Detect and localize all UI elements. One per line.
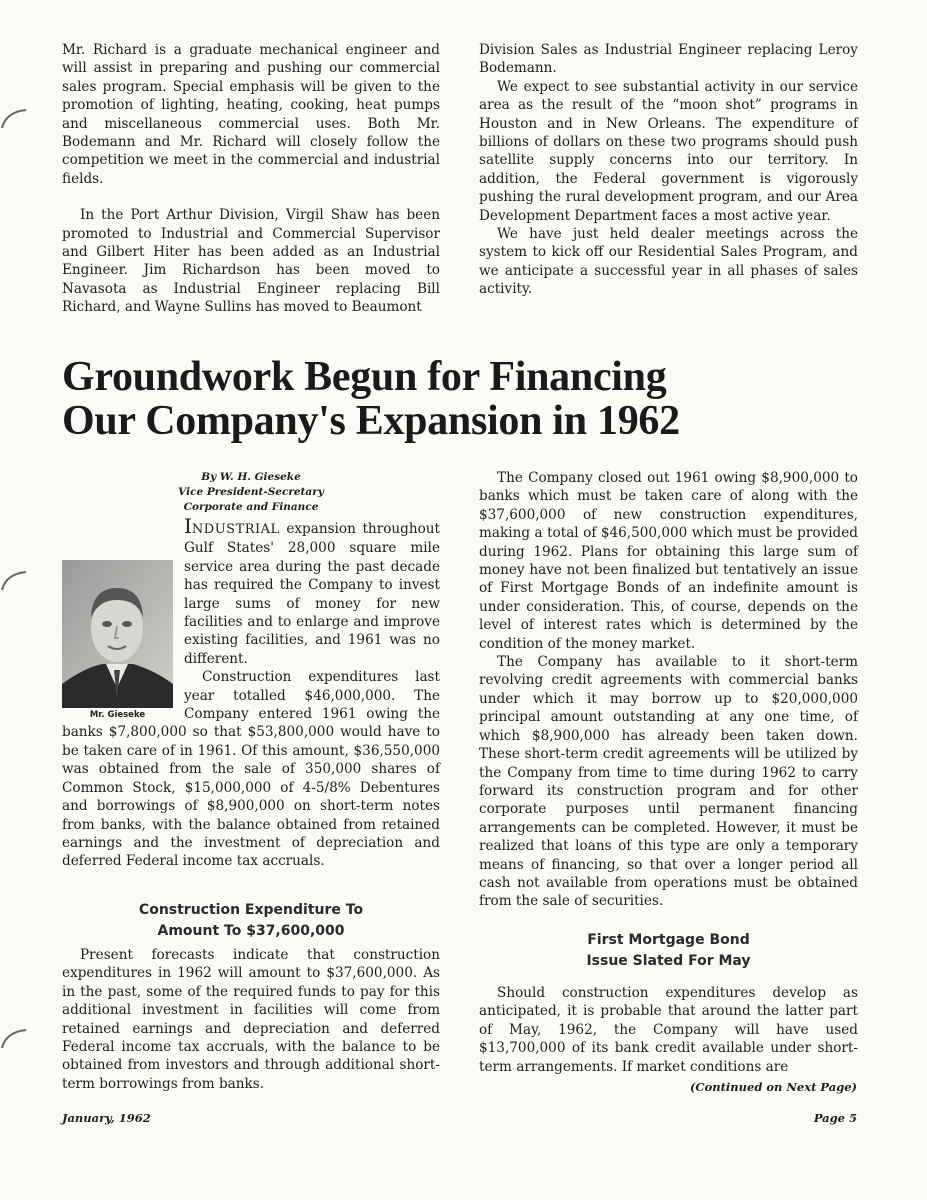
paragraph: Construction expenditures last year totalled $46,000,000. The Company entered 1961 owing the banks $7,800,000 so that $53,800,000 would have to be taken care of in 1961. Of this amount, $36,550,000 was obtained from the sale of 350,000 shares of Common Stock, $15,000,000 of 4-5/8% Debentures and borrowings of $8,900,000 on short-term notes from banks, with the balance obtained from retained earnings and the investment of depreciation and deferred Federal income tax accruals. bbox=[62, 669, 440, 870]
lead-paragraph bbox=[62, 514, 440, 668]
lead-text: expansion throughout Gulf States' 28,000 square mile service area during the past decade has required the Company to invest large sums of money for new facilities and to enlarge and improve existing facilities, and 1961 was no different. bbox=[184, 521, 440, 667]
article-right-column bbox=[479, 469, 858, 911]
byline-title: Vice President-Secretary bbox=[178, 486, 324, 498]
subheading-line-2: Amount To $37,600,000 bbox=[157, 923, 345, 939]
paragraph: The Company closed out 1961 owing $8,900,000 to banks which must be taken care of along with the $37,600,000 of new construction expenditures, making a total of $46,500,000 which must be provided during 1962. Plans for obtaining this large sum of money have not been finalized but tentatively an issue of First Mortgage Bonds of an indefinite amount is under consideration. This, of course, depends on the level of interest rates which is determined by the condition of the money market. bbox=[479, 470, 858, 652]
paragraph: We have just held dealer meetings across the system to kick off our Residential Sales Program, and we anticipate a successful year in all phases of sales activity. bbox=[479, 226, 858, 298]
paragraph: The Company has available to it short-term revolving credit agreements with commercial banks under which it may borrow up to $20,000,000 principal amount outstanding at any one time, of which $8,900,000 has already been taken down. These short-term credit agreements will be utilized by the Company from time to time during 1962 to carry forward its construction program and for other corporate purposes until permanent financing arrangements can be completed. However, it must be realized that loans of this type are only a temporary means of financing, so that over a longer period all cash not available from operations must be obtained from the sale of securities. bbox=[479, 654, 858, 910]
headline-line-1: Groundwork Begun for Financing bbox=[62, 354, 667, 400]
binder-hole-mark-top bbox=[0, 108, 40, 132]
footer-date: January, 1962 bbox=[62, 1111, 151, 1125]
article-right-column-continued bbox=[479, 984, 858, 1076]
footer-page-number: Page 5 bbox=[813, 1111, 857, 1125]
photo-caption: Mr. Gieseke bbox=[89, 710, 146, 720]
top-right-column bbox=[479, 41, 858, 299]
binder-hole-mark-middle bbox=[0, 570, 40, 594]
lead-smallcaps: NDUSTRIAL bbox=[191, 522, 280, 537]
continued-notice: (Continued on Next Page) bbox=[689, 1080, 857, 1094]
article-headline bbox=[62, 355, 862, 443]
paragraph: Division Sales as Industrial Engineer replacing Leroy Bodemann. bbox=[479, 42, 858, 77]
byline-department: Corporate and Finance bbox=[183, 501, 319, 513]
drop-cap: I bbox=[184, 514, 192, 538]
article-left-column-continued bbox=[62, 946, 440, 1093]
subheading-line-1: Construction Expenditure To bbox=[138, 902, 364, 918]
paragraph: Should construction expenditures develop as anticipated, it is probable that around the latter part of May, 1962, the Company will have used $13,700,000 of its bank credit available under short-term arrangements. If market conditions are bbox=[479, 985, 858, 1075]
paragraph: Present forecasts indicate that construction expenditures in 1962 will amount to $37,600,000. As in the past, some of the required funds to pay for this additional investment in facilities will come from retained earnings and depreciation and deferred Federal income tax accruals, with the balance to be obtained from investors and through additional short-term borrowings from banks. bbox=[62, 947, 440, 1092]
binder-hole-mark-bottom bbox=[0, 1028, 40, 1052]
top-left-column bbox=[62, 41, 440, 317]
headline-line-2: Our Company's Expansion in 1962 bbox=[62, 398, 680, 444]
subheading-line-2: Issue Slated For May bbox=[586, 953, 751, 969]
subheading-bond-issue bbox=[479, 930, 858, 972]
subheading-construction bbox=[62, 900, 440, 942]
paragraph: We expect to see substantial activity in our service area as the result of the “moon shot” programs in Houston and in New Orleans. The expenditure of billions of dollars on these two programs should push satellite supply concerns into our territory. In addition, the Federal government is vigorously pushing the rural development program, and our Area Development Department faces a most active year. bbox=[479, 78, 858, 224]
paragraph: In the Port Arthur Division, Virgil Shaw has been promoted to Industrial and Commercial Supervisor and Gilbert Hiter has been added as an Industrial Engineer. Jim Richardson has been moved to Navasota as Industrial Engineer replacing Bill Richard, and Wayne Sullins has moved to Beaumont bbox=[62, 207, 440, 316]
byline bbox=[62, 470, 440, 515]
article-left-column bbox=[62, 514, 440, 871]
byline-author: By W. H. Gieseke bbox=[201, 471, 301, 483]
paragraph: Mr. Richard is a graduate mechanical engineer and will assist in preparing and pushing our commercial sales program. Special emphasis will be given to the promotion of lighting, heating, cooking, heat pumps and miscellaneous commercial uses. Both Mr. Bodemann and Mr. Richard will closely follow the competition we meet in the commercial and industrial fields. bbox=[62, 42, 440, 187]
subheading-line-1: First Mortgage Bond bbox=[587, 932, 750, 948]
photo-wrap-space bbox=[62, 537, 184, 709]
